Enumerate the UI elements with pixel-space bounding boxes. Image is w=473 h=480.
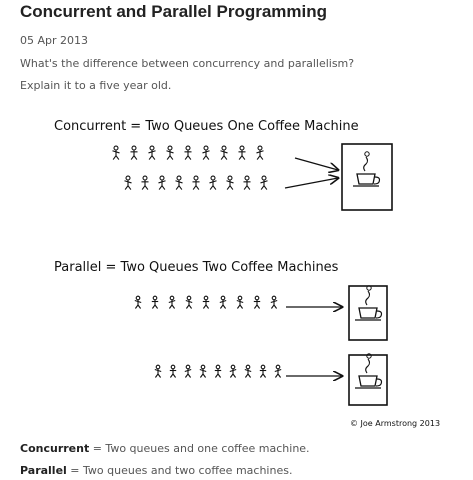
person-figure — [170, 365, 176, 377]
person-figure — [215, 365, 221, 377]
person-figure — [209, 176, 216, 190]
person-figure — [200, 365, 206, 377]
person-figure — [124, 176, 131, 190]
person-figure — [135, 296, 141, 308]
question-text: What's the difference between concurrency and parallelism? — [20, 57, 355, 70]
parallel-description: = Two queues and two coffee machines. — [66, 464, 293, 477]
person-figure — [148, 146, 155, 160]
concurrent-queue-2 — [124, 176, 267, 190]
person-figure — [245, 365, 251, 377]
person-figure — [260, 176, 267, 190]
person-figure — [130, 146, 137, 160]
concurrent-term: Concurrent — [20, 442, 90, 455]
person-figure — [203, 296, 209, 308]
person-figure — [202, 146, 209, 160]
concurrent-arrow-1 — [295, 158, 338, 170]
page-title: Concurrent and Parallel Programming — [20, 2, 328, 21]
person-figure — [166, 146, 173, 160]
person-figure — [152, 296, 158, 308]
person-figure — [169, 296, 175, 308]
person-figure — [238, 146, 245, 160]
parallel-heading: Parallel = Two Queues Two Coffee Machines — [54, 260, 339, 275]
person-figure — [158, 176, 165, 190]
parallel-caption — [20, 464, 292, 477]
parallel-queue-2 — [155, 365, 281, 377]
concurrent-caption — [20, 442, 310, 455]
signature: © Joe Armstrong 2013 — [350, 419, 441, 428]
concurrent-queue-1 — [112, 146, 263, 160]
coffee-machine-icon — [349, 354, 387, 405]
post-date: 05 Apr 2013 — [20, 34, 89, 47]
coffee-machine-icon — [342, 144, 392, 210]
concurrent-arrow-2 — [285, 178, 338, 188]
person-figure — [112, 146, 119, 160]
concurrent-heading: Concurrent = Two Queues One Coffee Machine — [54, 119, 359, 134]
person-figure — [220, 146, 227, 160]
person-figure — [226, 176, 233, 190]
person-figure — [256, 146, 263, 160]
person-figure — [175, 176, 182, 190]
person-figure — [184, 146, 191, 160]
parallel-queue-1 — [135, 296, 277, 308]
person-figure — [155, 365, 161, 377]
coffee-queue-illustration — [20, 108, 460, 433]
person-figure — [141, 176, 148, 190]
person-figure — [220, 296, 226, 308]
person-figure — [271, 296, 277, 308]
question-subtext: Explain it to a five year old. — [20, 79, 172, 92]
concurrent-description: = Two queues and one coffee machine. — [89, 442, 310, 455]
person-figure — [186, 296, 192, 308]
person-figure — [243, 176, 250, 190]
person-figure — [230, 365, 236, 377]
person-figure — [260, 365, 266, 377]
person-figure — [237, 296, 243, 308]
parallel-term: Parallel — [20, 464, 67, 477]
coffee-machine-icon — [349, 286, 387, 340]
person-figure — [185, 365, 191, 377]
person-figure — [192, 176, 199, 190]
person-figure — [254, 296, 260, 308]
person-figure — [275, 365, 281, 377]
